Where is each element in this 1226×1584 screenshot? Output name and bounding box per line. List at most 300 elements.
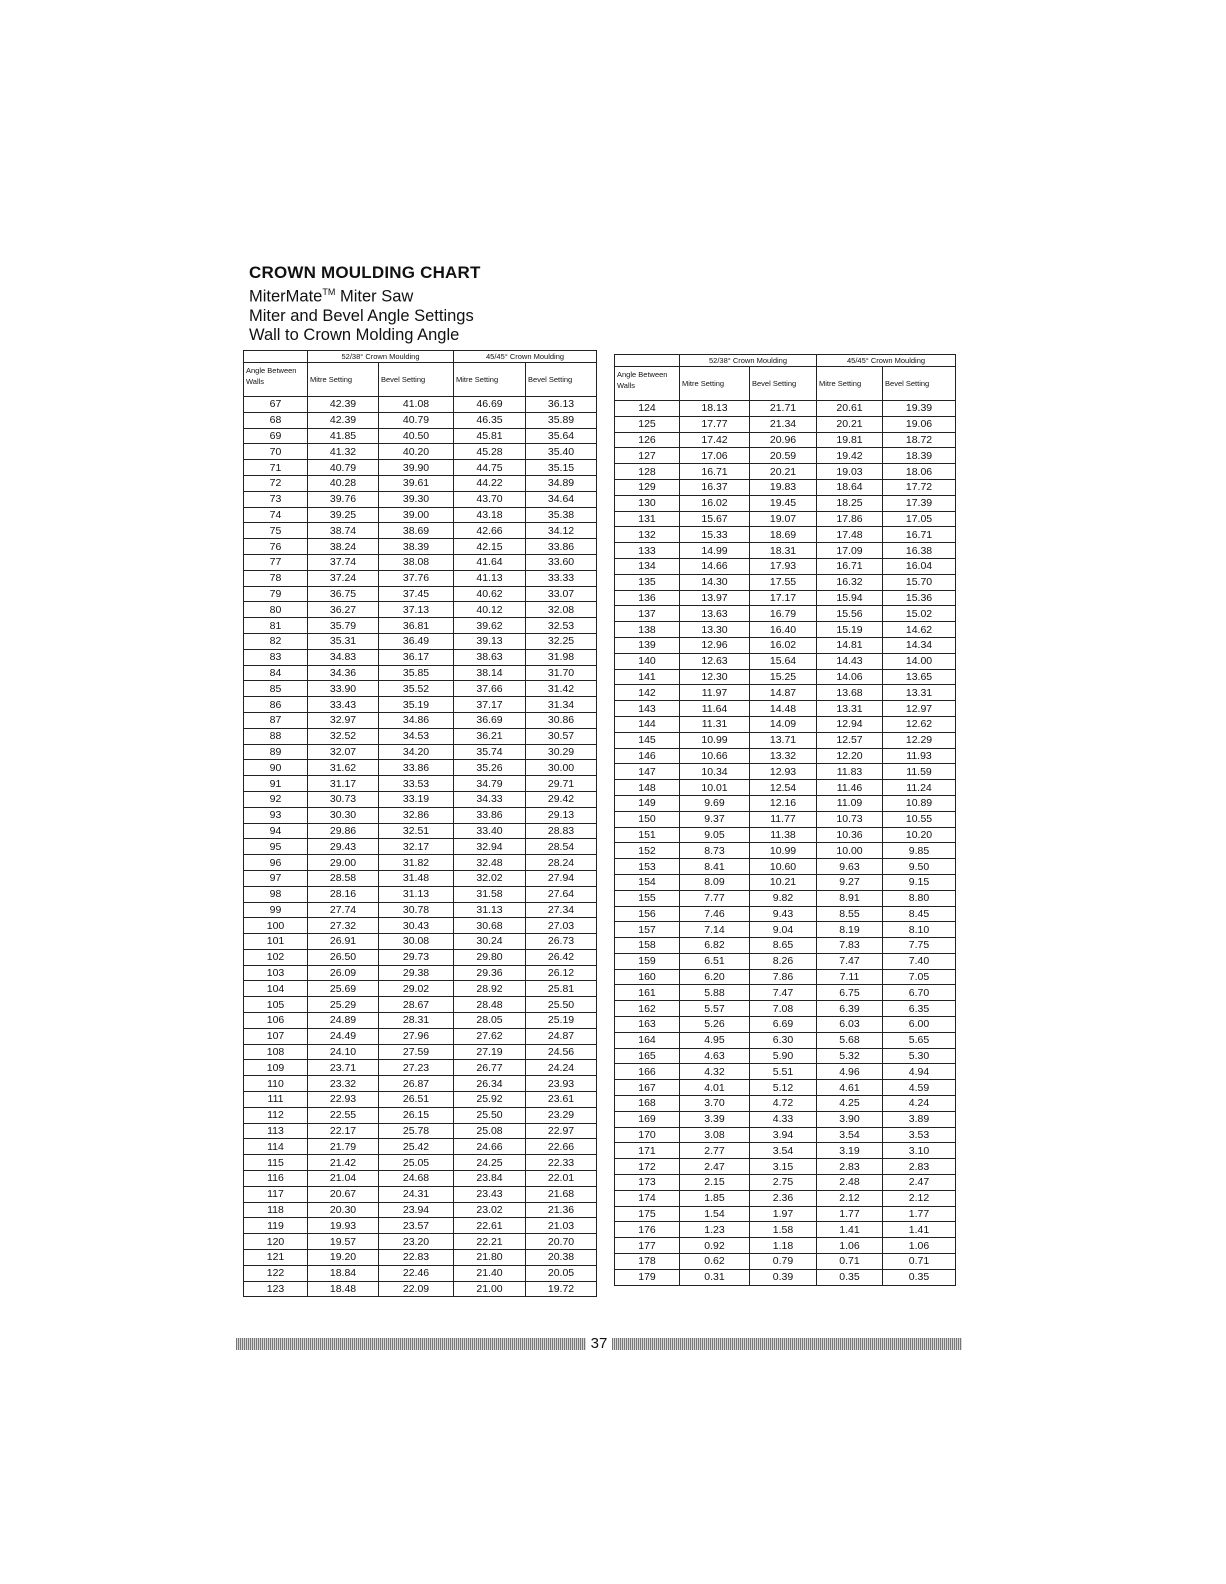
cell-miter-45: 15.94 xyxy=(817,590,883,606)
cell-miter-52: 35.31 xyxy=(308,633,379,649)
table-row xyxy=(244,1013,597,1029)
cell-miter-45: 28.92 xyxy=(454,981,526,997)
cell-miter-45: 30.24 xyxy=(454,934,526,950)
cell-miter-52: 6.20 xyxy=(680,969,750,985)
cell-miter-52: 2.47 xyxy=(680,1159,750,1175)
cell-miter-52: 40.28 xyxy=(308,475,379,491)
cell-angle: 160 xyxy=(615,969,680,985)
cell-miter-52: 12.30 xyxy=(680,669,750,685)
cell-angle: 99 xyxy=(244,902,308,918)
cell-bevel-52: 15.64 xyxy=(750,653,817,669)
cell-miter-52: 34.36 xyxy=(308,665,379,681)
table-body-left xyxy=(244,397,597,1297)
cell-miter-52: 13.30 xyxy=(680,622,750,638)
cell-bevel-52: 31.82 xyxy=(379,855,454,871)
cell-bevel-52: 32.86 xyxy=(379,807,454,823)
table-row xyxy=(244,1250,597,1266)
chart-subtitle-brand xyxy=(249,283,481,307)
cell-miter-45: 23.84 xyxy=(454,1171,526,1187)
cell-bevel-52: 38.69 xyxy=(379,523,454,539)
cell-bevel-52: 9.82 xyxy=(750,890,817,906)
cell-bevel-52: 4.33 xyxy=(750,1111,817,1127)
cell-miter-52: 5.57 xyxy=(680,1001,750,1017)
col-header-miter-45: Mitre Setting xyxy=(454,363,526,397)
cell-miter-52: 5.88 xyxy=(680,985,750,1001)
table-row xyxy=(615,780,956,796)
cell-miter-45: 14.06 xyxy=(817,669,883,685)
cell-miter-45: 7.47 xyxy=(817,953,883,969)
cell-bevel-52: 11.38 xyxy=(750,827,817,843)
cell-angle: 133 xyxy=(615,543,680,559)
table-row xyxy=(615,1096,956,1112)
cell-miter-52: 21.42 xyxy=(308,1155,379,1171)
cell-bevel-52: 39.00 xyxy=(379,507,454,523)
cell-miter-45: 37.17 xyxy=(454,697,526,713)
table-row xyxy=(615,401,956,417)
cell-bevel-52: 30.08 xyxy=(379,934,454,950)
cell-bevel-52: 34.53 xyxy=(379,728,454,744)
cell-miter-52: 15.67 xyxy=(680,511,750,527)
table-row xyxy=(244,1218,597,1234)
cell-bevel-52: 23.94 xyxy=(379,1202,454,1218)
cell-miter-52: 10.01 xyxy=(680,780,750,796)
cell-miter-52: 33.43 xyxy=(308,697,379,713)
cell-bevel-52: 28.67 xyxy=(379,997,454,1013)
cell-angle: 80 xyxy=(244,602,308,618)
cell-miter-45: 13.31 xyxy=(817,701,883,717)
cell-angle: 109 xyxy=(244,1060,308,1076)
cell-miter-45: 21.40 xyxy=(454,1265,526,1281)
cell-miter-52: 1.54 xyxy=(680,1206,750,1222)
cell-miter-45: 38.14 xyxy=(454,665,526,681)
cell-miter-52: 16.37 xyxy=(680,479,750,495)
cell-miter-45: 25.92 xyxy=(454,1092,526,1108)
cell-bevel-52: 32.51 xyxy=(379,823,454,839)
cell-bevel-45: 32.53 xyxy=(526,618,597,634)
table-row xyxy=(615,416,956,432)
group-header-52-38: 52/38° Crown Moulding xyxy=(308,351,454,363)
cell-miter-45: 39.13 xyxy=(454,633,526,649)
cell-angle: 112 xyxy=(244,1107,308,1123)
table-row xyxy=(244,633,597,649)
cell-angle: 146 xyxy=(615,748,680,764)
cell-bevel-45: 5.30 xyxy=(883,1048,956,1064)
cell-bevel-45: 23.61 xyxy=(526,1092,597,1108)
cell-bevel-45: 1.41 xyxy=(883,1222,956,1238)
cell-bevel-52: 38.08 xyxy=(379,554,454,570)
cell-bevel-45: 6.00 xyxy=(883,1017,956,1033)
cell-bevel-45: 18.06 xyxy=(883,464,956,480)
cell-miter-45: 22.61 xyxy=(454,1218,526,1234)
cell-bevel-52: 12.16 xyxy=(750,795,817,811)
cell-bevel-45: 8.45 xyxy=(883,906,956,922)
cell-miter-52: 35.79 xyxy=(308,618,379,634)
table-row xyxy=(615,637,956,653)
cell-miter-52: 2.77 xyxy=(680,1143,750,1159)
cell-bevel-45: 19.72 xyxy=(526,1281,597,1297)
cell-miter-52: 20.30 xyxy=(308,1202,379,1218)
cell-angle: 167 xyxy=(615,1080,680,1096)
cell-bevel-45: 13.31 xyxy=(883,685,956,701)
cell-miter-52: 1.85 xyxy=(680,1190,750,1206)
cell-angle: 96 xyxy=(244,855,308,871)
table-row xyxy=(244,618,597,634)
brand-name: MiterMate xyxy=(249,287,323,306)
footer-bar-left xyxy=(236,1338,586,1350)
cell-bevel-45: 15.70 xyxy=(883,574,956,590)
table-row xyxy=(615,795,956,811)
cell-angle: 127 xyxy=(615,448,680,464)
cell-bevel-45: 18.72 xyxy=(883,432,956,448)
cell-bevel-52: 28.31 xyxy=(379,1013,454,1029)
cell-angle: 82 xyxy=(244,633,308,649)
cell-miter-45: 44.22 xyxy=(454,475,526,491)
cell-miter-52: 26.50 xyxy=(308,949,379,965)
col-header-bevel-45: Bevel Setting xyxy=(883,367,956,401)
cell-miter-45: 4.96 xyxy=(817,1064,883,1080)
cell-bevel-52: 22.09 xyxy=(379,1281,454,1297)
cell-bevel-52: 6.30 xyxy=(750,1032,817,1048)
chart-subtitle-settings: Miter and Bevel Angle Settings xyxy=(249,306,474,325)
cell-bevel-52: 3.94 xyxy=(750,1127,817,1143)
cell-bevel-52: 40.20 xyxy=(379,444,454,460)
cell-bevel-52: 32.17 xyxy=(379,839,454,855)
cell-bevel-52: 26.87 xyxy=(379,1076,454,1092)
cell-miter-45: 14.43 xyxy=(817,653,883,669)
cell-bevel-45: 17.39 xyxy=(883,495,956,511)
cell-bevel-45: 12.62 xyxy=(883,716,956,732)
cell-bevel-45: 24.87 xyxy=(526,1028,597,1044)
cell-angle: 90 xyxy=(244,760,308,776)
cell-angle: 78 xyxy=(244,570,308,586)
cell-bevel-45: 28.83 xyxy=(526,823,597,839)
cell-angle: 140 xyxy=(615,653,680,669)
cell-miter-52: 17.42 xyxy=(680,432,750,448)
cell-miter-52: 26.09 xyxy=(308,965,379,981)
cell-bevel-45: 17.72 xyxy=(883,479,956,495)
cell-miter-45: 2.12 xyxy=(817,1190,883,1206)
cell-bevel-52: 31.13 xyxy=(379,886,454,902)
cell-angle: 93 xyxy=(244,807,308,823)
cell-bevel-45: 22.01 xyxy=(526,1171,597,1187)
cell-bevel-52: 16.02 xyxy=(750,637,817,653)
table-row xyxy=(244,1155,597,1171)
cell-bevel-52: 22.83 xyxy=(379,1250,454,1266)
cell-bevel-45: 30.86 xyxy=(526,712,597,728)
table-row xyxy=(615,685,956,701)
cell-angle: 77 xyxy=(244,554,308,570)
table-row xyxy=(615,732,956,748)
cell-miter-45: 41.64 xyxy=(454,554,526,570)
cell-bevel-45: 35.40 xyxy=(526,444,597,460)
cell-miter-45: 32.48 xyxy=(454,855,526,871)
cell-bevel-45: 4.94 xyxy=(883,1064,956,1080)
cell-bevel-52: 13.71 xyxy=(750,732,817,748)
cell-miter-52: 17.06 xyxy=(680,448,750,464)
table-row xyxy=(244,728,597,744)
cell-bevel-52: 41.08 xyxy=(379,397,454,413)
table-row xyxy=(244,776,597,792)
table-row xyxy=(244,444,597,460)
cell-miter-45: 5.68 xyxy=(817,1032,883,1048)
cell-bevel-52: 37.76 xyxy=(379,570,454,586)
cell-bevel-45: 2.47 xyxy=(883,1175,956,1191)
table-row xyxy=(615,938,956,954)
cell-miter-52: 16.02 xyxy=(680,495,750,511)
cell-miter-45: 8.19 xyxy=(817,922,883,938)
cell-angle: 162 xyxy=(615,1001,680,1017)
cell-miter-52: 7.77 xyxy=(680,890,750,906)
cell-miter-45: 36.69 xyxy=(454,712,526,728)
table-row xyxy=(244,1044,597,1060)
cell-angle: 105 xyxy=(244,997,308,1013)
table-row xyxy=(615,859,956,875)
cell-bevel-45: 24.56 xyxy=(526,1044,597,1060)
cell-angle: 120 xyxy=(244,1234,308,1250)
cell-miter-45: 35.26 xyxy=(454,760,526,776)
cell-miter-45: 45.28 xyxy=(454,444,526,460)
table-row xyxy=(244,744,597,760)
cell-bevel-52: 16.40 xyxy=(750,622,817,638)
cell-bevel-52: 29.02 xyxy=(379,981,454,997)
table-row xyxy=(244,902,597,918)
table-row xyxy=(615,1238,956,1254)
cell-angle: 81 xyxy=(244,618,308,634)
table-row xyxy=(615,1017,956,1033)
table-row xyxy=(244,428,597,444)
table-row xyxy=(615,448,956,464)
cell-bevel-52: 7.47 xyxy=(750,985,817,1001)
cell-bevel-52: 19.07 xyxy=(750,511,817,527)
cell-angle: 128 xyxy=(615,464,680,480)
cell-miter-52: 19.93 xyxy=(308,1218,379,1234)
cell-miter-45: 3.19 xyxy=(817,1143,883,1159)
cell-bevel-45: 30.29 xyxy=(526,744,597,760)
cell-bevel-52: 24.68 xyxy=(379,1171,454,1187)
cell-miter-52: 25.29 xyxy=(308,997,379,1013)
table-row xyxy=(244,412,597,428)
table-row xyxy=(615,669,956,685)
cell-miter-45: 24.25 xyxy=(454,1155,526,1171)
cell-miter-52: 19.20 xyxy=(308,1250,379,1266)
cell-miter-52: 4.32 xyxy=(680,1064,750,1080)
cell-bevel-52: 9.43 xyxy=(750,906,817,922)
cell-angle: 70 xyxy=(244,444,308,460)
cell-bevel-52: 1.18 xyxy=(750,1238,817,1254)
cell-bevel-45: 22.33 xyxy=(526,1155,597,1171)
cell-miter-45: 22.21 xyxy=(454,1234,526,1250)
chart-subtitle-angle: Wall to Crown Molding Angle xyxy=(249,325,460,344)
group-header-45-45: 45/45° Crown Moulding xyxy=(454,351,597,363)
cell-miter-52: 4.95 xyxy=(680,1032,750,1048)
cell-miter-52: 36.75 xyxy=(308,586,379,602)
cell-bevel-52: 38.39 xyxy=(379,539,454,555)
cell-bevel-45: 29.13 xyxy=(526,807,597,823)
table-row xyxy=(244,1139,597,1155)
cell-angle: 116 xyxy=(244,1171,308,1187)
cell-angle: 118 xyxy=(244,1202,308,1218)
table-row xyxy=(244,949,597,965)
cell-miter-52: 14.99 xyxy=(680,543,750,559)
cell-bevel-45: 21.36 xyxy=(526,1202,597,1218)
cell-bevel-45: 8.80 xyxy=(883,890,956,906)
cell-miter-52: 3.70 xyxy=(680,1096,750,1112)
cell-bevel-52: 30.78 xyxy=(379,902,454,918)
cell-bevel-52: 14.87 xyxy=(750,685,817,701)
table-row xyxy=(615,1175,956,1191)
cell-bevel-52: 19.83 xyxy=(750,479,817,495)
cell-miter-52: 31.17 xyxy=(308,776,379,792)
cell-bevel-45: 27.34 xyxy=(526,902,597,918)
cell-bevel-45: 10.55 xyxy=(883,811,956,827)
cell-miter-52: 23.32 xyxy=(308,1076,379,1092)
table-row xyxy=(615,953,956,969)
cell-bevel-52: 10.99 xyxy=(750,843,817,859)
cell-miter-45: 7.83 xyxy=(817,938,883,954)
cell-miter-45: 21.80 xyxy=(454,1250,526,1266)
table-row xyxy=(615,874,956,890)
cell-bevel-52: 2.36 xyxy=(750,1190,817,1206)
cell-miter-52: 32.97 xyxy=(308,712,379,728)
cell-miter-52: 10.34 xyxy=(680,764,750,780)
cell-bevel-52: 3.15 xyxy=(750,1159,817,1175)
cell-angle: 141 xyxy=(615,669,680,685)
cell-miter-52: 11.97 xyxy=(680,685,750,701)
cell-miter-52: 30.30 xyxy=(308,807,379,823)
cell-bevel-52: 27.96 xyxy=(379,1028,454,1044)
cell-bevel-45: 13.65 xyxy=(883,669,956,685)
cell-bevel-45: 9.85 xyxy=(883,843,956,859)
cell-miter-52: 0.31 xyxy=(680,1269,750,1285)
cell-angle: 106 xyxy=(244,1013,308,1029)
cell-miter-52: 20.67 xyxy=(308,1186,379,1202)
table-row xyxy=(615,590,956,606)
cell-miter-45: 42.15 xyxy=(454,539,526,555)
table-row xyxy=(615,1032,956,1048)
table-row xyxy=(615,811,956,827)
cell-bevel-52: 37.13 xyxy=(379,602,454,618)
cell-bevel-52: 33.53 xyxy=(379,776,454,792)
cell-miter-52: 2.15 xyxy=(680,1175,750,1191)
cell-bevel-52: 39.61 xyxy=(379,475,454,491)
cell-miter-45: 20.21 xyxy=(817,416,883,432)
table-row xyxy=(615,511,956,527)
cell-miter-45: 28.05 xyxy=(454,1013,526,1029)
cell-miter-45: 27.62 xyxy=(454,1028,526,1044)
cell-bevel-52: 29.73 xyxy=(379,949,454,965)
cell-angle: 135 xyxy=(615,574,680,590)
cell-miter-52: 9.05 xyxy=(680,827,750,843)
cell-miter-52: 21.04 xyxy=(308,1171,379,1187)
table-row xyxy=(244,523,597,539)
cell-bevel-45: 19.06 xyxy=(883,416,956,432)
cell-miter-45: 17.48 xyxy=(817,527,883,543)
cell-miter-45: 26.77 xyxy=(454,1060,526,1076)
cell-angle: 174 xyxy=(615,1190,680,1206)
cell-angle: 144 xyxy=(615,716,680,732)
table-row xyxy=(244,1092,597,1108)
table-row xyxy=(244,807,597,823)
cell-bevel-45: 31.70 xyxy=(526,665,597,681)
cell-bevel-45: 28.54 xyxy=(526,839,597,855)
table-row xyxy=(615,1190,956,1206)
cell-bevel-52: 1.58 xyxy=(750,1222,817,1238)
cell-bevel-52: 33.86 xyxy=(379,760,454,776)
table-row xyxy=(615,464,956,480)
table-row xyxy=(244,491,597,507)
cell-bevel-45: 25.50 xyxy=(526,997,597,1013)
table-row xyxy=(244,1060,597,1076)
cell-bevel-45: 10.20 xyxy=(883,827,956,843)
cell-miter-52: 9.37 xyxy=(680,811,750,827)
cell-miter-45: 35.74 xyxy=(454,744,526,760)
cell-bevel-52: 33.19 xyxy=(379,791,454,807)
cell-angle: 168 xyxy=(615,1096,680,1112)
cell-miter-45: 13.68 xyxy=(817,685,883,701)
cell-bevel-52: 35.52 xyxy=(379,681,454,697)
cell-angle: 142 xyxy=(615,685,680,701)
cell-miter-45: 6.75 xyxy=(817,985,883,1001)
cell-bevel-45: 35.64 xyxy=(526,428,597,444)
cell-bevel-45: 14.34 xyxy=(883,637,956,653)
cell-bevel-45: 4.24 xyxy=(883,1096,956,1112)
cell-miter-45: 29.36 xyxy=(454,965,526,981)
cell-miter-45: 32.94 xyxy=(454,839,526,855)
table-row xyxy=(244,1186,597,1202)
cell-miter-52: 8.09 xyxy=(680,874,750,890)
cell-angle: 145 xyxy=(615,732,680,748)
cell-angle: 173 xyxy=(615,1175,680,1191)
cell-bevel-45: 25.19 xyxy=(526,1013,597,1029)
cell-angle: 148 xyxy=(615,780,680,796)
cell-bevel-45: 20.38 xyxy=(526,1250,597,1266)
cell-miter-45: 18.64 xyxy=(817,479,883,495)
table-row xyxy=(615,495,956,511)
chart-heading xyxy=(249,264,481,345)
cell-bevel-52: 22.46 xyxy=(379,1265,454,1281)
cell-bevel-45: 36.13 xyxy=(526,397,597,413)
cell-miter-52: 29.00 xyxy=(308,855,379,871)
cell-bevel-45: 23.29 xyxy=(526,1107,597,1123)
cell-miter-45: 16.71 xyxy=(817,558,883,574)
table-row xyxy=(244,1281,597,1297)
cell-bevel-45: 28.24 xyxy=(526,855,597,871)
cell-angle: 83 xyxy=(244,649,308,665)
cell-miter-45: 43.18 xyxy=(454,507,526,523)
cell-bevel-45: 21.68 xyxy=(526,1186,597,1202)
cell-bevel-52: 40.79 xyxy=(379,412,454,428)
table-row xyxy=(615,827,956,843)
cell-bevel-45: 32.25 xyxy=(526,633,597,649)
table-row xyxy=(244,934,597,950)
cell-angle: 75 xyxy=(244,523,308,539)
table-row xyxy=(244,965,597,981)
cell-miter-45: 3.54 xyxy=(817,1127,883,1143)
cell-angle: 150 xyxy=(615,811,680,827)
crown-moulding-table-left xyxy=(243,350,597,1297)
cell-bevel-45: 32.08 xyxy=(526,602,597,618)
cell-bevel-52: 9.04 xyxy=(750,922,817,938)
cell-miter-52: 22.17 xyxy=(308,1123,379,1139)
cell-miter-45: 3.90 xyxy=(817,1111,883,1127)
cell-angle: 91 xyxy=(244,776,308,792)
cell-bevel-45: 1.77 xyxy=(883,1206,956,1222)
cell-angle: 136 xyxy=(615,590,680,606)
cell-miter-45: 17.09 xyxy=(817,543,883,559)
cell-miter-45: 0.71 xyxy=(817,1254,883,1270)
cell-miter-52: 27.74 xyxy=(308,902,379,918)
cell-miter-52: 10.99 xyxy=(680,732,750,748)
